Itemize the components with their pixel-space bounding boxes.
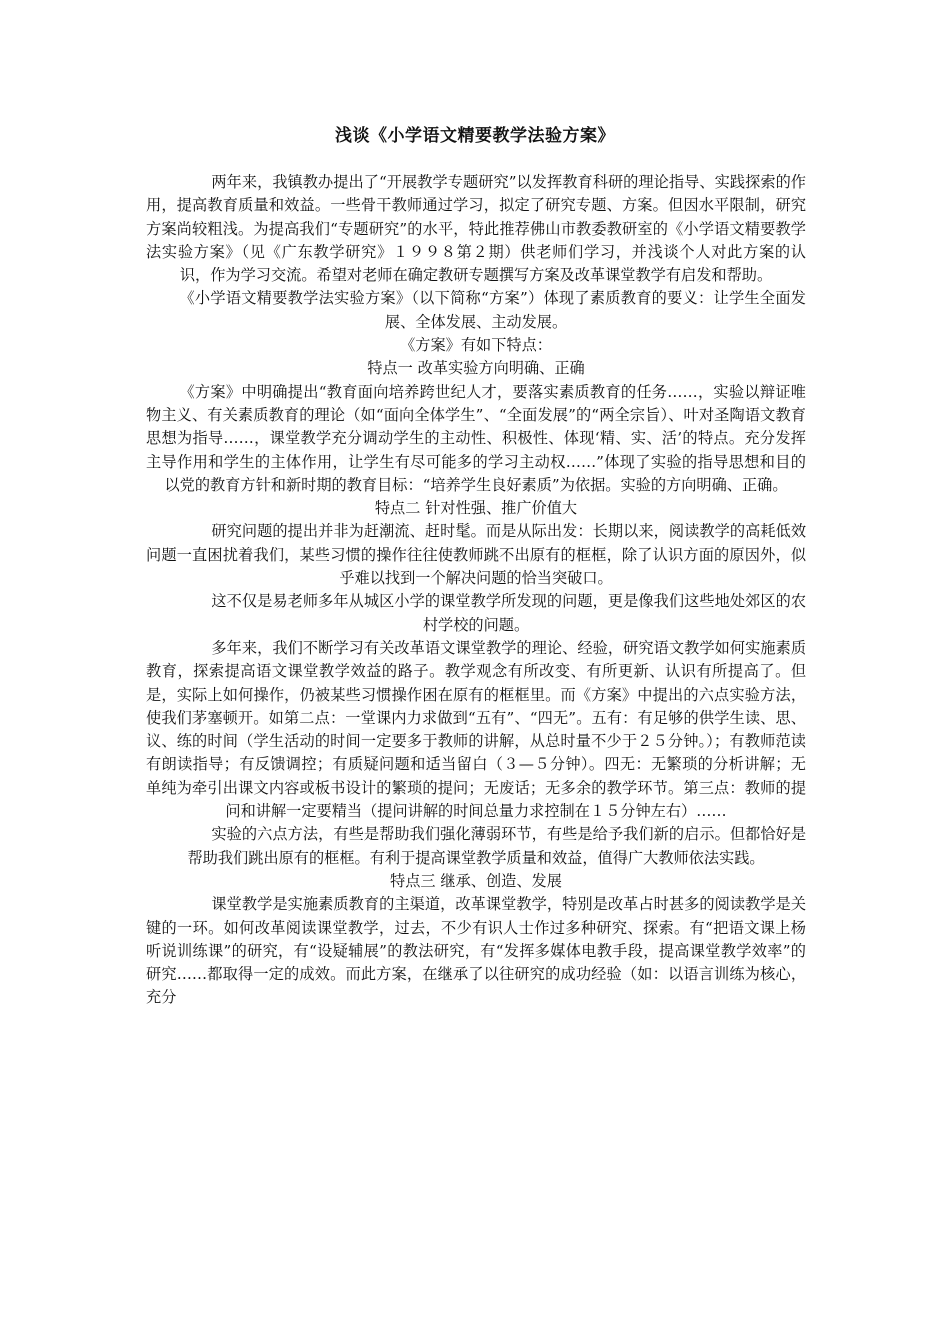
document-title: 浅谈《小学语文精要教学法验方案》 [335,126,615,146]
paragraph-intro: 两年来，我镇教办提出了“开展教学专题研究”以发挥教育科研的理论指导、实践探索的作用，提高教育质量和效益。一些骨干教师通过学习，拟定了研究专题、方案。但因水平限制，研究方案尚较粗浅。为提高我们“专题研究”的水平，特此推荐佛山市教委教研室的《小学语文精要教学法实验方案》（见《广东教学研究》１９９８第２期）供老师们学习，并浅谈个人对此方案的认识，作为学习交流。希望对老师在确定教研专题撰写方案及改革课堂教学有启发和帮助。 [146,173,806,285]
feature-heading-2: 特点二 针对性强、推广价值大 [374,499,578,518]
paragraph-feature-2d: 实验的六点方法，有些是帮助我们强化薄弱环节，有些是给予我们新的启示。但都恰好是帮助我们跳出原有的框框。有利于提高课堂教学质量和效益，值得广大教师依法实践。 [187,825,806,867]
feature-heading-3: 特点三 继承、创造、发展 [390,871,562,890]
paragraph-feature-1: 《方案》中明确提出“教育面向培养跨世纪人才，要落实素质教育的任务……，实验以辩证唯物主义、有关素质教育的理论（如“面向全体学生”、“全面发展”的“两全宗旨）、叶对圣陶语文教育思想为指导……，课堂教学充分调动学生的主动性、积极性、体现‘精、实、活’的特点。充分发挥主导作用和学生的主体作用，让学生有尽可能多的学习主动权……”体现了实验的指导思想和目的以党的教育方针和新时期的教育目标：“培养学生良好素质”为依据。实验的方向明确、正确。 [146,382,806,494]
paragraph-feature-3: 课堂教学是实施素质教育的主渠道，改革课堂教学，特别是改革占时甚多的阅读教学是关键的一环。如何改革阅读课堂教学，过去，不少有识人士作过多种研究、探索。有“把语文课上杨听说训练课”的研究，有“设疑辅展”的教法研究，有“发挥多媒体电教手段，提高课堂教学效率”的研究……都取得一定的成效。而此方案，在继承了以往研究的成功经验（如：以语言训练为核心，充分 [146,895,806,1007]
paragraph-features-intro: 《方案》有如下特点： [400,336,552,355]
feature-heading-1: 特点一 改革实验方向明确、正确 [367,359,585,378]
paragraph-feature-2a: 研究问题的提出并非为赶潮流、赶时髦。而是从际出发：长期以来，阅读教学的高耗低效问题一直困扰着我们，某些习惯的操作往往使教师跳不出原有的框框，除了认识方面的原因外，似乎难以找到一个解决问题的恰当突破口。 [146,522,806,588]
paragraph-summary: 《小学语文精要教学法实验方案》（以下简称“方案”）体现了素质教育的要义：让学生全面发展、全体发展、主动发展。 [179,289,806,331]
paragraph-feature-2b: 这不仅是易老师多年从城区小学的课堂教学所发现的问题，更是像我们这些地处郊区的农村学校的问题。 [211,592,806,634]
document-body [146,171,806,1010]
paragraph-feature-2c: 多年来，我们不断学习有关改革语文课堂教学的理论、经验，研究语文教学如何实施素质教育，探索提高语文课堂教学效益的路子。教学观念有所改变、有所更新、认识有所提高了。但是，实际上如何操作，仍被某些习惯操作困在原有的框框里。而《方案》中提出的六点实验方法，使我们茅塞顿开。如第二点：一堂课内力求做到“五有”、“四无”。五有：有足够的供学生读、思、议、练的时间（学生活动的时间一定要多于教师的讲解，从总时量不少于２５分钟。）；有教师范读有朗读指导；有反馈调控；有质疑问题和适当留白（３—５分钟）。四无：无繁琐的分析讲解；无单纯为牵引出课文内容或板书设计的繁琐的提问；无废话；无多余的教学环节。第三点：教师的提问和讲解一定要精当（提问讲解的时间总量力求控制在１５分钟左右）…… [146,638,806,821]
